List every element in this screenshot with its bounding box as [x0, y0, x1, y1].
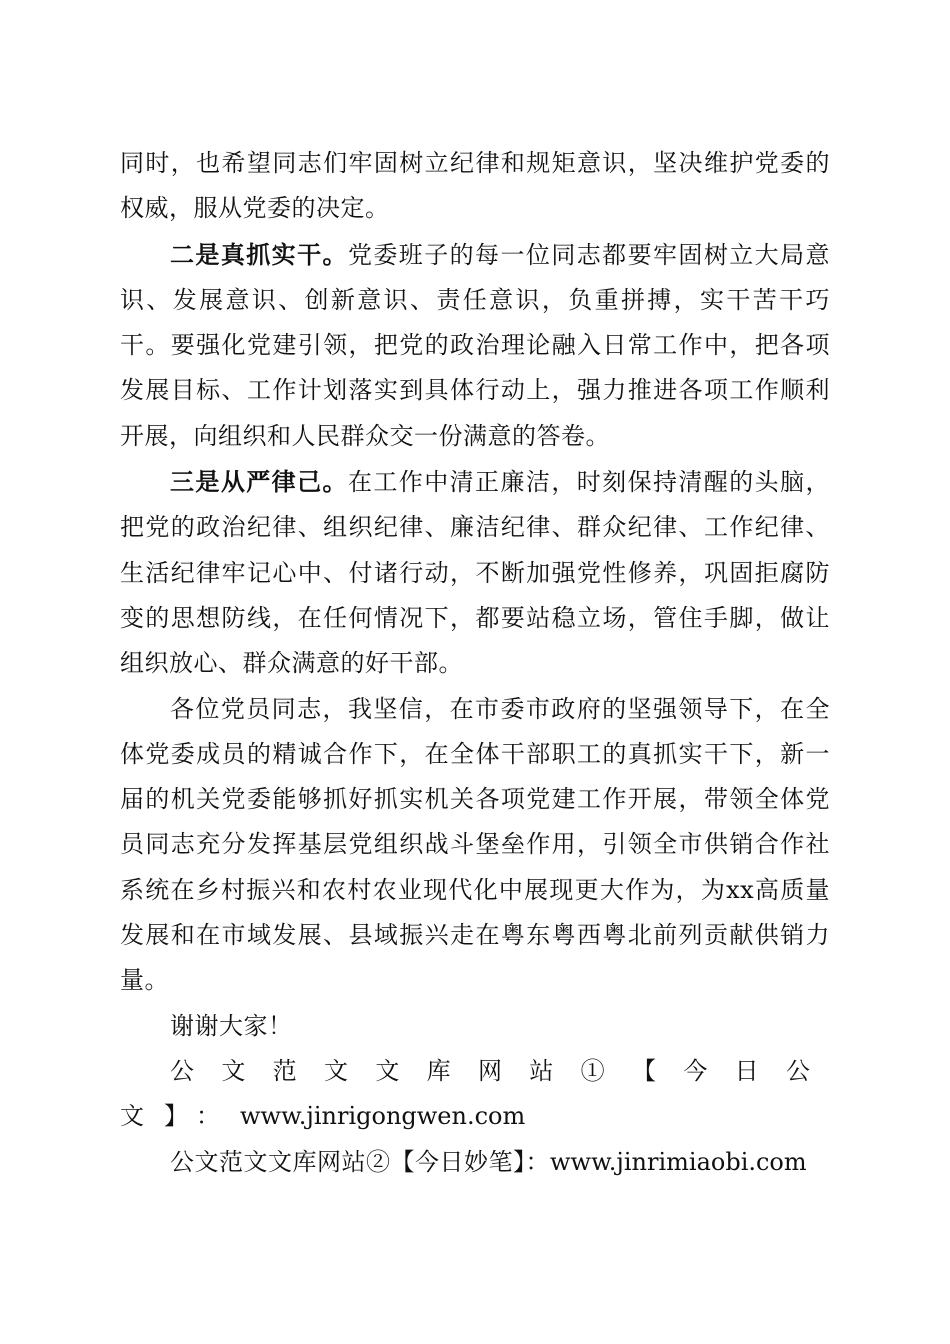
paragraph-conclusion: 各位党员同志，我坚信，在市委市政府的坚强领导下，在全体党委成员的精诚合作下，在全体干部职工的真抓实干下，新一届的机关党委能够抓好抓实机关各项党建工作开展，带领全体党员同志充分发挥基层党组织战斗堡垒作用，引领全市供销合作社系统在乡村振兴和农村农业现代化中展现更大作为，为xx高质量发展和在市域发展、县域振兴走在粤东粤西粤北前列贡献供销力量。 [120, 694, 830, 995]
footer-link-1-label: 公文范文文库网站①【今日公文】： [120, 1056, 830, 1131]
footer-link-2-url[interactable]: www.jinrimiaobi.com [550, 1147, 807, 1176]
footer-link-2-label: 公文范文文库网站②【今日妙笔】： [170, 1147, 550, 1176]
paragraph-lead-hard-work: 二是真抓实干。 [170, 239, 348, 269]
footer-link-1 [120, 1049, 830, 1140]
document-page [120, 141, 830, 1185]
paragraph-thanks: 谢谢大家！ [170, 1011, 293, 1040]
paragraph-hard-work [120, 232, 830, 459]
footer-link-1-url[interactable]: www.jinrigongwen.com [240, 1102, 526, 1131]
paragraph-lead-self-discipline: 三是从严律己。 [170, 467, 348, 497]
footer-link-2 [120, 1140, 830, 1185]
paragraph-body-hard-work: 党委班子的每一位同志都要牢固树立大局意识、发展意识、创新意识、责任意识，负重拼搏，实干苦干巧干。要强化党建引领，把党的政治理论融入日常工作中，把各项发展目标、工作计划落实到具体行动上，强力推进各项工作顺利开展，向组织和人民群众交一份满意的答卷。 [120, 240, 831, 450]
paragraph-self-discipline [120, 459, 830, 686]
paragraph-discipline: 同时，也希望同志们牢固树立纪律和规矩意识，坚决维护党委的权威，服从党委的决定。 [120, 149, 830, 223]
paragraph-body-self-discipline: 在工作中清正廉洁，时刻保持清醒的头脑，把党的政治纪律、组织纪律、廉洁纪律、群众纪律、工作纪律、生活纪律牢记心中、付诸行动，不断加强党性修养，巩固拒腐防变的思想防线，在任何情况下，都要站稳立场，管住手脚，做让组织放心、群众满意的好干部。 [120, 468, 831, 678]
